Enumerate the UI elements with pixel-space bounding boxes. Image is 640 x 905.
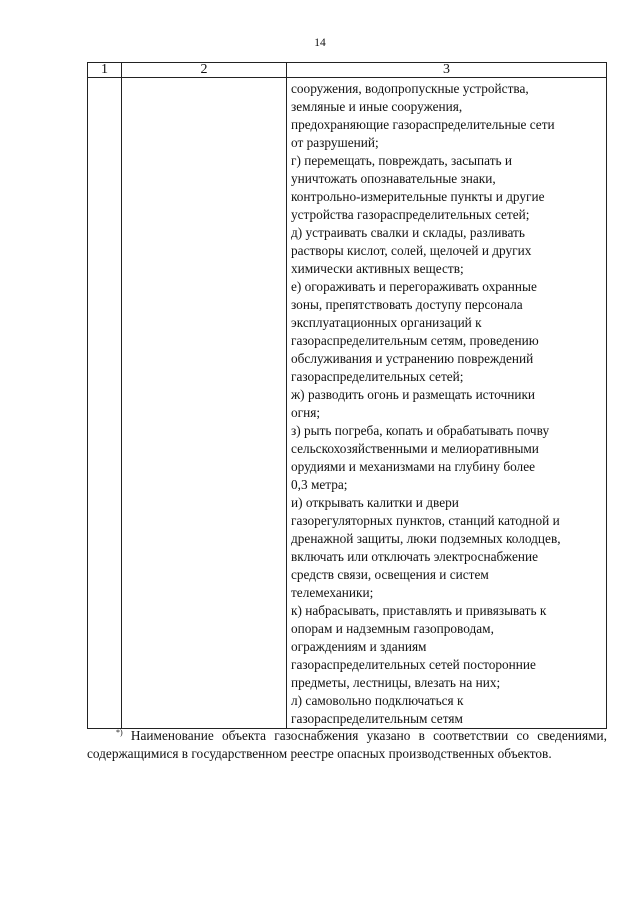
column-header-2: 2 — [122, 63, 287, 78]
footnote-marker: *) — [116, 728, 123, 737]
table-cell-col2 — [122, 78, 287, 729]
page-number: 14 — [314, 37, 326, 49]
table-cell-col3 — [287, 78, 607, 729]
table-cell-col1 — [88, 78, 122, 729]
column-header-1: 1 — [88, 63, 122, 78]
table-row — [88, 78, 607, 729]
restrictions-list-text: сооружения, водопропускные устройства, земляные и иные сооружения, предохраняющие газораспределительные сети от разрушений; г) перемещать, повреждать, засыпать и уничтожать опознавательные знаки, контрольно-измерительные пункты и другие устройства газораспределительных сетей; д) устраивать свалки и склады, разливать растворы кислот, солей, щелочей и других химически активных веществ; е) огораживать и перегораживать охранные зоны, препятствовать доступу персонала эксплуатационных организаций к газораспределительным сетям, проведению обслуживания и устранению повреждений газораспределительных сетей; ж) разводить огонь и размещать источники огня; з) рыть погреба, копать и обрабатывать почву сельскохозяйственными и мелиоративными орудиями и механизмами на глубину более 0,3 метра; и) открывать калитки и двери газорегуляторных пунктов, станций катодной и дренажной защиты, люки подземных колодцев, включать или отключать электроснабжение средств связи, освещения и систем телемеханики; к) набрасывать, приставлять и привязывать к опорам и надземным газопроводам, ограждениям и зданиям газораспределительных сетей посторонние предметы, лестницы, влезать на них; л) самовольно подключаться к газораспределительным сетям — [291, 81, 561, 726]
regulation-table — [87, 62, 607, 729]
column-header-3: 3 — [287, 63, 607, 78]
table-header-row — [88, 63, 607, 78]
footnote-text: Наименование объекта газоснабжения указано в соответствии со сведениями, содержащимися в государственном реестре опасных производственных объектов. — [87, 728, 608, 761]
footnote — [87, 727, 607, 763]
